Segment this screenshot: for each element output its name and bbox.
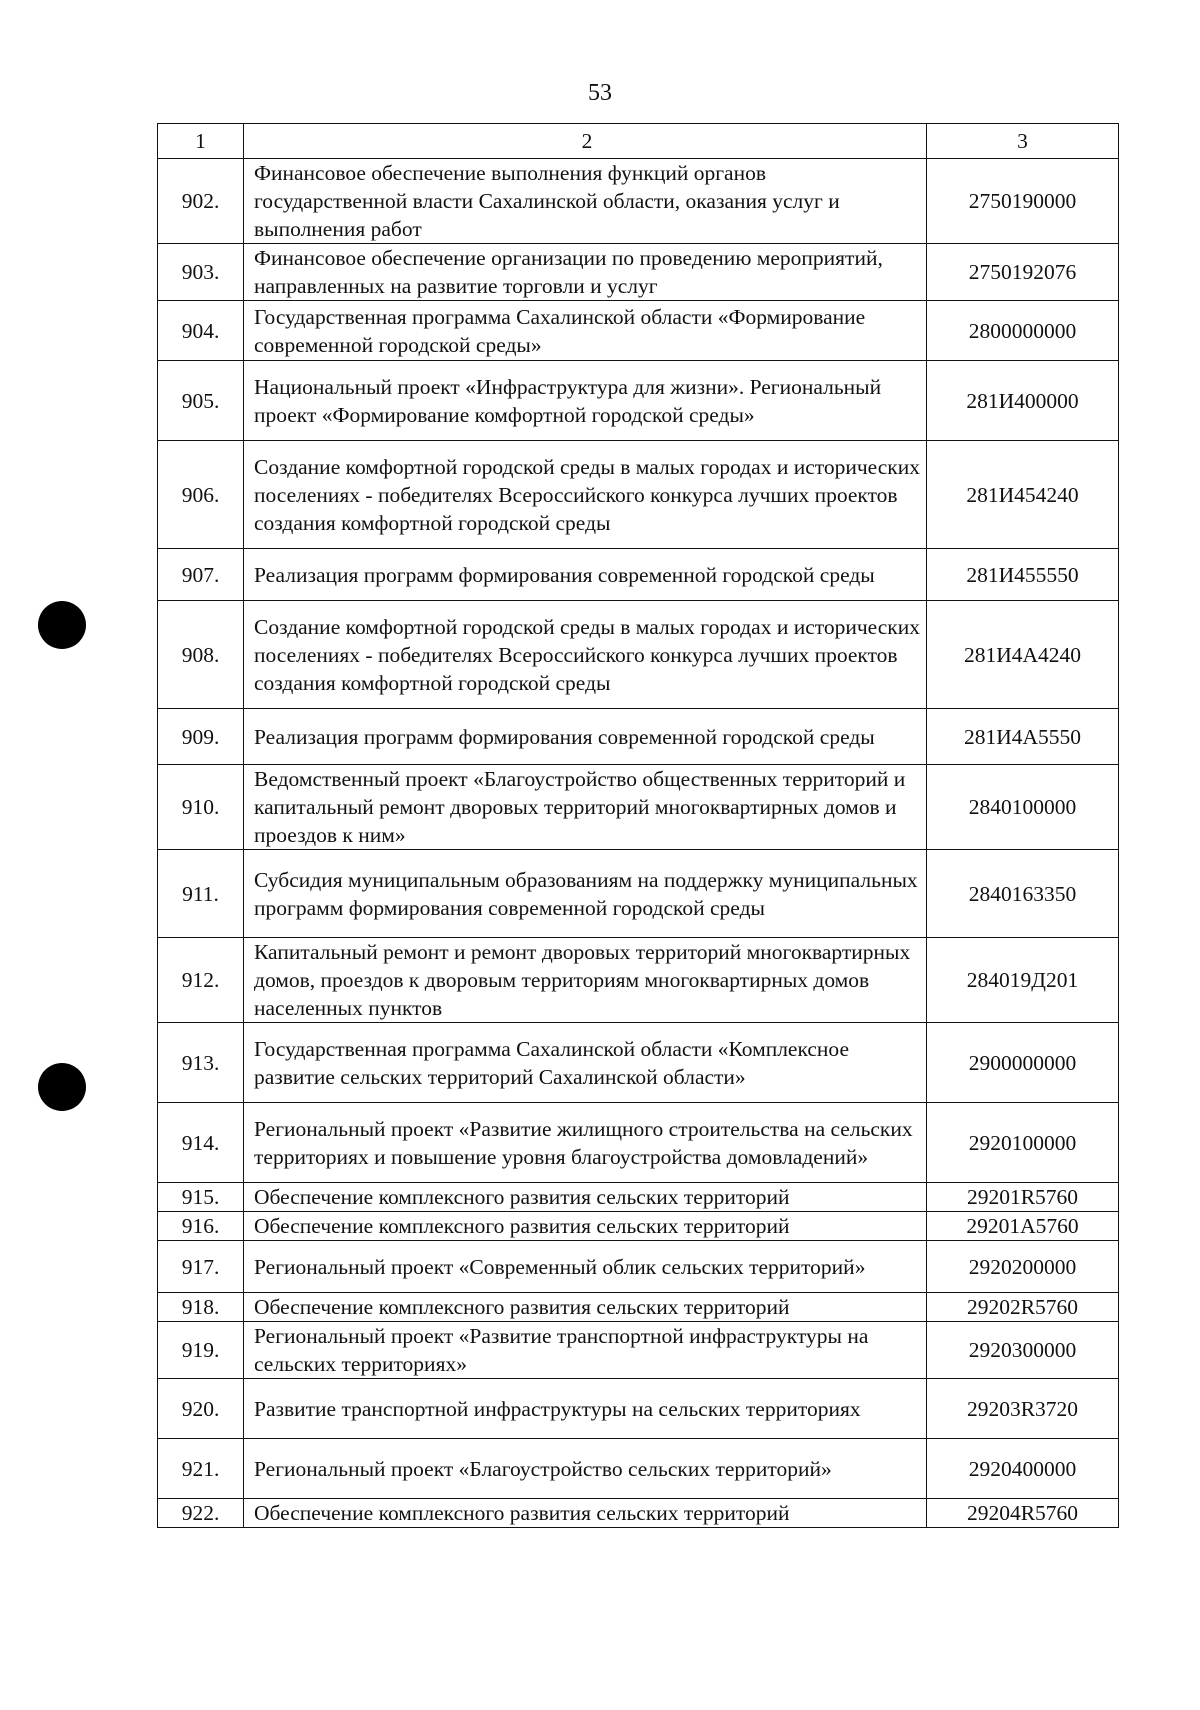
- row-number: 905.: [158, 361, 244, 441]
- table-row: [158, 938, 1119, 1023]
- table-row: [158, 1183, 1119, 1212]
- row-description: Государственная программа Сахалинской области «Комплексное развитие сельских территорий Сахалинской области»: [244, 1023, 927, 1103]
- table-row: [158, 1439, 1119, 1499]
- row-number: 917.: [158, 1241, 244, 1293]
- row-number: 908.: [158, 601, 244, 709]
- table-header: [158, 124, 1119, 159]
- row-code: 2750192076: [927, 244, 1119, 301]
- row-code: 281И400000: [927, 361, 1119, 441]
- row-number: 910.: [158, 765, 244, 850]
- row-description: Региональный проект «Современный облик сельских территорий»: [244, 1241, 927, 1293]
- row-description: Региональный проект «Развитие жилищного строительства на сельских территориях и повышение уровня благоустройства домовладений»: [244, 1103, 927, 1183]
- row-code: 2800000000: [927, 301, 1119, 361]
- table-row: [158, 1212, 1119, 1241]
- table-row: [158, 1379, 1119, 1439]
- table-row: [158, 1023, 1119, 1103]
- row-description: Капитальный ремонт и ремонт дворовых территорий многоквартирных домов, проездов к дворовым территориям многоквартирных домов населенных пунктов: [244, 938, 927, 1023]
- row-description: Национальный проект «Инфраструктура для жизни». Региональный проект «Формирование комфортной городской среды»: [244, 361, 927, 441]
- row-code: 29204R5760: [927, 1499, 1119, 1528]
- table-row: [158, 244, 1119, 301]
- row-number: 920.: [158, 1379, 244, 1439]
- table-row: [158, 1103, 1119, 1183]
- row-number: 916.: [158, 1212, 244, 1241]
- table-row: [158, 159, 1119, 244]
- table-row: [158, 709, 1119, 765]
- row-number: 913.: [158, 1023, 244, 1103]
- row-description: Реализация программ формирования современной городской среды: [244, 549, 927, 601]
- row-number: 921.: [158, 1439, 244, 1499]
- row-description: Региональный проект «Развитие транспортной инфраструктуры на сельских территориях»: [244, 1322, 927, 1379]
- table-row: [158, 1499, 1119, 1528]
- row-number: 922.: [158, 1499, 244, 1528]
- row-number: 911.: [158, 850, 244, 938]
- table-row: [158, 850, 1119, 938]
- table-row: [158, 601, 1119, 709]
- row-code: 281И4А4240: [927, 601, 1119, 709]
- row-number: 902.: [158, 159, 244, 244]
- row-description: Создание комфортной городской среды в малых городах и исторических поселениях - победителях Всероссийского конкурса лучших проектов создания комфортной городской среды: [244, 601, 927, 709]
- row-code: 2920400000: [927, 1439, 1119, 1499]
- table-row: [158, 549, 1119, 601]
- table-body: [158, 159, 1119, 1528]
- row-number: 904.: [158, 301, 244, 361]
- header-col-2: 2: [244, 124, 927, 159]
- row-description: Обеспечение комплексного развития сельских территорий: [244, 1499, 927, 1528]
- table-row: [158, 301, 1119, 361]
- row-description: Государственная программа Сахалинской области «Формирование современной городской среды»: [244, 301, 927, 361]
- row-code: 2840163350: [927, 850, 1119, 938]
- row-number: 919.: [158, 1322, 244, 1379]
- row-code: 281И4А5550: [927, 709, 1119, 765]
- row-code: 29201А5760: [927, 1212, 1119, 1241]
- row-code: 29203R3720: [927, 1379, 1119, 1439]
- row-number: 903.: [158, 244, 244, 301]
- row-number: 914.: [158, 1103, 244, 1183]
- row-number: 906.: [158, 441, 244, 549]
- row-description: Финансовое обеспечение организации по проведению мероприятий, направленных на развитие торговли и услуг: [244, 244, 927, 301]
- header-col-3: 3: [927, 124, 1119, 159]
- row-description: Ведомственный проект «Благоустройство общественных территорий и капитальный ремонт дворовых территорий многоквартирных домов и проездов к ним»: [244, 765, 927, 850]
- row-description: Финансовое обеспечение выполнения функций органов государственной власти Сахалинской области, оказания услуг и выполнения работ: [244, 159, 927, 244]
- header-row: [158, 124, 1119, 159]
- row-description: Развитие транспортной инфраструктуры на сельских территориях: [244, 1379, 927, 1439]
- row-description: Реализация программ формирования современной городской среды: [244, 709, 927, 765]
- row-code: 2920300000: [927, 1322, 1119, 1379]
- row-number: 915.: [158, 1183, 244, 1212]
- row-code: 2920100000: [927, 1103, 1119, 1183]
- row-number: 907.: [158, 549, 244, 601]
- row-description: Обеспечение комплексного развития сельских территорий: [244, 1293, 927, 1322]
- row-code: 29201R5760: [927, 1183, 1119, 1212]
- row-code: 281И455550: [927, 549, 1119, 601]
- row-description: Региональный проект «Благоустройство сельских территорий»: [244, 1439, 927, 1499]
- classification-table: [157, 123, 1119, 1528]
- row-description: Обеспечение комплексного развития сельских территорий: [244, 1212, 927, 1241]
- header-col-1: 1: [158, 124, 244, 159]
- table-row: [158, 361, 1119, 441]
- table-row: [158, 765, 1119, 850]
- row-code: 284019Д201: [927, 938, 1119, 1023]
- row-code: 281И454240: [927, 441, 1119, 549]
- row-code: 2750190000: [927, 159, 1119, 244]
- row-code: 2920200000: [927, 1241, 1119, 1293]
- row-description: Обеспечение комплексного развития сельских территорий: [244, 1183, 927, 1212]
- table-row: [158, 441, 1119, 549]
- row-number: 912.: [158, 938, 244, 1023]
- row-description: Создание комфортной городской среды в малых городах и исторических поселениях - победителях Всероссийского конкурса лучших проектов создания комфортной городской среды: [244, 441, 927, 549]
- punch-hole-mark: [38, 1063, 86, 1111]
- table-row: [158, 1241, 1119, 1293]
- row-number: 909.: [158, 709, 244, 765]
- row-description: Субсидия муниципальным образованиям на поддержку муниципальных программ формирования современной городской среды: [244, 850, 927, 938]
- row-number: 918.: [158, 1293, 244, 1322]
- table-row: [158, 1293, 1119, 1322]
- row-code: 29202R5760: [927, 1293, 1119, 1322]
- row-code: 2840100000: [927, 765, 1119, 850]
- punch-hole-mark: [38, 601, 86, 649]
- table-row: [158, 1322, 1119, 1379]
- page-number: 53: [588, 80, 612, 106]
- row-code: 2900000000: [927, 1023, 1119, 1103]
